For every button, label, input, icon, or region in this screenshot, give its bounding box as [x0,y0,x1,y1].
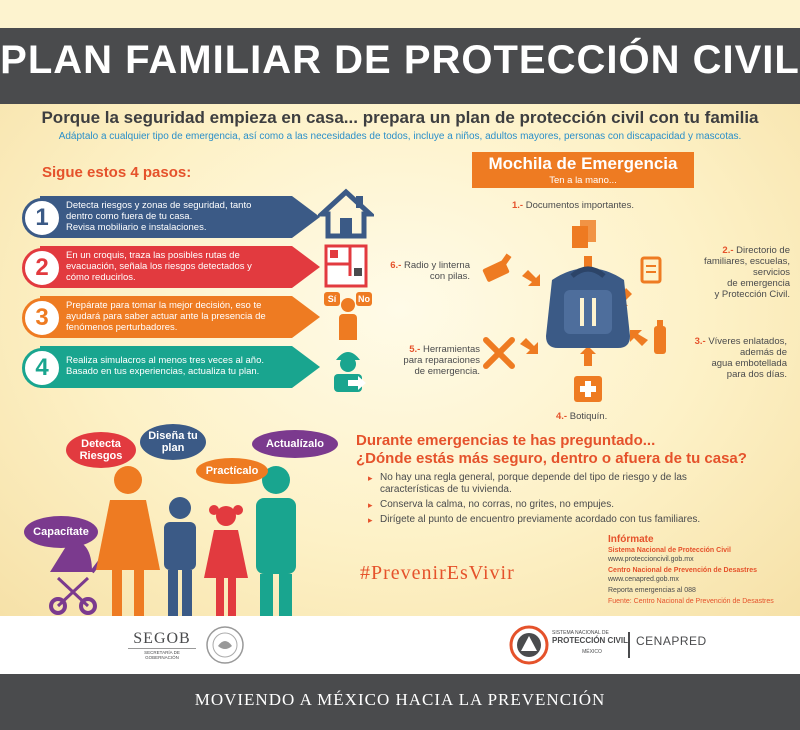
hashtag: #PrevenirEsVivir [360,562,515,584]
informate-org-2: Centro Nacional de Prevención de Desastres [608,567,757,574]
mochila-title: Mochila de Emergencia [488,154,678,173]
backpack-icon [546,268,630,348]
map-icon [320,240,372,292]
proteccion-civil-logo-icon [508,624,550,666]
step-3-text [66,300,290,333]
step-1-text [66,200,290,233]
girl-figure [204,505,248,616]
top-band [0,0,800,28]
tip-item: ▸ Dirígete al punto de encuentro previamente acordado con tus familiares. [372,514,742,526]
step-4-line1: Realiza simulacros al menos tres veces al año. [66,355,265,366]
no-sign: No [358,294,370,304]
informate-url-1[interactable]: www.proteccioncivil.gob.mx [608,556,694,563]
stroller-icon [50,540,104,613]
step-2 [22,246,320,288]
step-4 [22,346,320,388]
informate-url-2[interactable]: www.cenapred.gob.mx [608,576,679,583]
segob-logo: SEGOB SECRETARÍA DE GOBERNACIÓN [128,630,196,660]
step-1-line1: Detecta riesgos y zonas de seguridad, tanto [66,200,252,211]
bottle-icon [654,320,666,354]
tips-list [372,472,742,529]
footer-slogan: MOVIENDO A MÉXICO HACIA LA PREVENCIÓN [194,690,606,709]
bubble-capacitate: Capacítate [24,516,98,548]
bubble-disena-plan: Diseña tu plan [140,424,206,460]
mochila-diagram [476,216,700,412]
step-2-line1: En un croquis, traza las posibles rutas de [66,250,240,261]
step-3-line3: fenómenos perturbadores. [66,322,178,333]
mochila-item-5: 5.- Herramientas para reparaciones de emergencia. [403,344,480,377]
tip-item: ▸ Conserva la calma, no corras, no grites, no empujes. [372,499,742,511]
informate-source: Fuente: Centro Nacional de Prevención de Desastres [608,598,774,605]
informate-report: Reporta emergencias al 088 [608,587,696,594]
subtitle: Porque la seguridad empieza en casa... prepara un plan de protección civil con tu familia [41,108,759,127]
decision-person-icon [324,292,374,342]
cenapred-logo: CENAPRED [636,634,707,648]
step-2-line2: evacuación, señala los riesgos detectados y [66,261,252,272]
step-3-line1: Prepárate para tomar la mejor decisión, eso te [66,300,262,311]
step-3 [22,296,320,338]
directory-icon [642,258,660,282]
bubble-actualizalo: Actualízalo [252,430,338,458]
step-4-text [66,355,290,377]
informate-org-1: Sistema Nacional de Protección Civil [608,547,731,554]
boy-figure [164,497,196,616]
step-2-text [66,250,290,283]
informate-title: Infórmate [608,534,654,545]
bubble-detecta-riesgos: Detecta Riesgos [66,432,136,468]
mexico-seal-icon [204,624,246,666]
step-4-number: 4 [22,348,62,388]
bubble-practicalo: Practícalo [196,458,268,484]
informate-box [608,534,798,606]
mother-figure [96,466,160,616]
mochila-item-1: 1.- Documentos importantes. [512,200,634,211]
tip-item: ▸ No hay una regla general, porque depende del tipo de riesgo y de las características de tu vivienda. [372,472,742,496]
question-heading-1: Durante emergencias te has preguntado... [356,432,656,449]
step-1-number: 1 [22,198,62,238]
documents-icon [572,220,596,248]
step-1-line3: Revisa mobiliario e instalaciones. [66,222,207,233]
house-icon [318,188,374,240]
mochila-item-6: 6.- Radio y linterna con pilas. [390,260,470,282]
worker-icon [322,342,374,394]
mochila-subtitle: Ten a la mano... [549,175,617,186]
father-figure [256,466,296,616]
sinaproc-logo: SISTEMA NACIONAL DE PROTECCIÓN CIVIL MÉXICO [552,630,629,655]
radio-icon [482,254,511,283]
first-aid-icon [574,376,602,402]
step-1 [22,196,320,238]
mochila-item-4: 4.- Botiquín. [556,411,608,422]
steps-title: Sigue estos 4 pasos: [42,164,192,181]
mochila-item-3: 3.- Víveres enlatados, además de agua embotellada para dos días. [694,336,787,380]
step-3-number: 3 [22,298,62,338]
step-1-line2: dentro como fuera de tu casa. [66,211,193,222]
mochila-item-2: 2.- Directorio de familiares, escuelas, servicios de emergencia y Protección Civil. [703,245,790,300]
page-title: PLAN FAMILIAR DE PROTECCIÓN CIVIL [0,38,800,82]
logo-divider [628,632,630,658]
step-3-line2: ayudará para saber actuar ante la presencia de [66,311,266,322]
step-2-line3: cómo reducirlos. [66,272,136,283]
question-heading-2: ¿Dónde estás más seguro, dentro o afuera de tu casa? [356,450,747,467]
tools-icon [486,340,512,366]
yes-sign: Sí [324,292,340,306]
step-4-line2: Basado en tus experiencias, actualiza tu plan. [66,366,260,377]
step-2-number: 2 [22,248,62,288]
subtext: Adáptalo a cualquier tipo de emergencia, así como a las necesidades de todos, incluye a niños, adultos mayores, personas con discapacidad y mascotas. [58,131,742,142]
